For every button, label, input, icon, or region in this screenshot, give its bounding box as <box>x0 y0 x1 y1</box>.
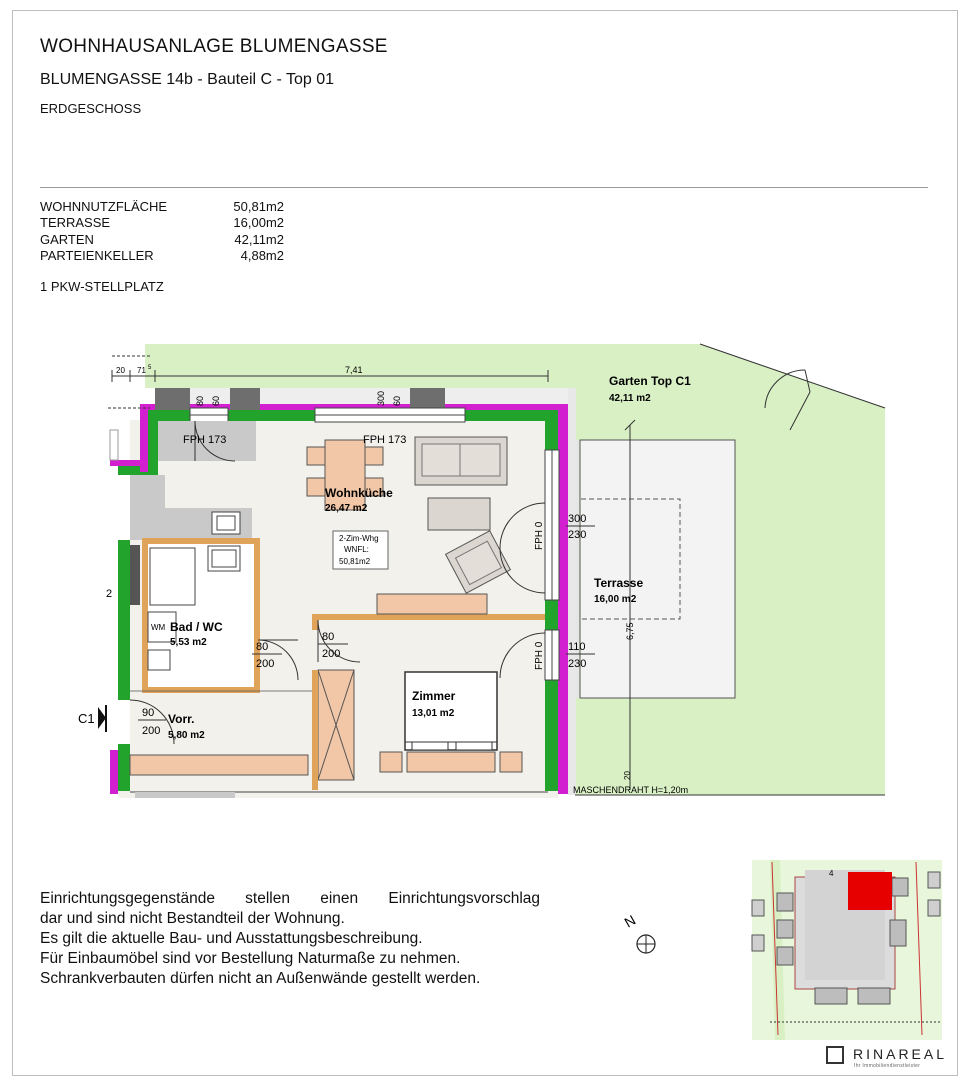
bath-area: 5,53 m2 <box>170 637 207 648</box>
apt-type: 2-Zim-Whg <box>339 534 379 543</box>
window-right-sill: 60 <box>392 395 402 406</box>
room-door-width: 110 <box>568 641 586 653</box>
pillow <box>412 742 448 750</box>
wm-label: WM <box>151 623 166 632</box>
shaft <box>130 545 140 605</box>
entrance-arrow-icon <box>98 707 106 729</box>
area-value: 42,11m2 <box>234 231 284 247</box>
entry-door-width: 90 <box>142 707 155 719</box>
wardrobe-wall <box>312 670 318 790</box>
nightstand <box>500 752 522 772</box>
partition-wall-vertical <box>312 614 318 630</box>
terrace-door-width: 300 <box>568 513 587 525</box>
pillow <box>456 742 492 750</box>
left-mark: 2 <box>106 588 113 600</box>
logo-mark-icon <box>826 1046 844 1064</box>
light-well-1 <box>155 388 190 410</box>
bath-wall-top <box>142 538 260 544</box>
chair <box>307 447 325 465</box>
bath-door-height: 200 <box>256 658 275 670</box>
apt-wnfl: WNFL: <box>344 545 369 554</box>
insulation-notch <box>110 460 148 466</box>
left-wall-segment <box>110 430 118 460</box>
dimension-small-b: 71 <box>137 366 146 375</box>
chair <box>307 478 325 496</box>
light-well-3 <box>410 388 445 410</box>
adjacent-element <box>135 792 235 798</box>
project-title: WOHNHAUSANLAGE BLUMENGASSE <box>40 36 388 57</box>
kitchen-sink-basin <box>217 516 235 530</box>
chair <box>365 447 383 465</box>
room-area: 13,01 m2 <box>412 708 455 719</box>
insulation-left <box>110 750 118 794</box>
terrace-area: 16,00 m2 <box>594 594 637 605</box>
note-line: Schrankverbauten dürfen nicht an Außenwände gestellt werden. <box>40 970 481 987</box>
area-value: 50,81m2 <box>233 199 284 214</box>
area-label: PARTEIENKELLER <box>40 247 154 263</box>
entry-door-height: 200 <box>142 725 161 737</box>
garden-label: Garten Top C1 <box>609 374 691 388</box>
window-right-width: 300 <box>376 390 386 406</box>
entrance-opening <box>110 700 130 744</box>
bathtub <box>150 548 195 605</box>
room-int-door-height: 200 <box>322 648 341 660</box>
apt-area: 50,81m2 <box>339 557 371 566</box>
wall-left-green <box>118 540 130 791</box>
area-label: WOHNNUTZFLÄCHE <box>40 199 168 214</box>
fph-left: FPH 173 <box>183 434 227 446</box>
room-int-door-width: 80 <box>322 631 335 643</box>
area-value: 4,88m2 <box>240 247 284 263</box>
terrace-door-height: 230 <box>568 529 587 541</box>
bath-sink-basin <box>212 550 236 567</box>
entrance-label: C1 <box>78 711 95 726</box>
logo-tagline: Ihr Immobiliendienstleister <box>854 1063 921 1069</box>
sofa-seat <box>422 444 500 476</box>
bath-wall-bottom <box>142 687 260 693</box>
room-door-height: 230 <box>568 658 587 670</box>
bath-door-width: 80 <box>256 641 269 653</box>
fph-side-2: FPH 0 <box>534 641 545 670</box>
fph-right: FPH 173 <box>363 434 407 446</box>
unit-highlight <box>848 872 892 910</box>
logo-name: RINAREAL <box>853 1046 948 1062</box>
gravel-strip-right <box>568 388 576 795</box>
terrace-slab <box>580 440 735 698</box>
dimension-side: 6,75 <box>625 622 635 640</box>
hall-shelf <box>130 755 308 775</box>
bed-footboard <box>407 752 495 772</box>
living-area: 26,47 m2 <box>325 503 368 514</box>
terrace-label: Terrasse <box>594 576 644 590</box>
company-logo <box>826 1046 956 1072</box>
light-well-2 <box>230 388 260 410</box>
fph-side-1: FPH 0 <box>534 521 545 550</box>
coffee-table <box>428 498 490 530</box>
toilet <box>148 650 170 670</box>
sideboard <box>377 594 487 614</box>
dimension-small-b-sup: 5 <box>148 365 152 371</box>
site-mark-label: 4 <box>829 869 834 878</box>
living-label: Wohnküche <box>325 486 393 500</box>
notes-block <box>40 889 540 989</box>
fence-dimension: 20 <box>623 771 632 780</box>
hall-label: Vorr. <box>168 712 195 726</box>
note-line: Einrichtungsgegenstände stellen einen Einrichtungsvorschlag <box>40 890 540 907</box>
north-label: N <box>621 911 639 931</box>
wall-notch-green <box>118 465 158 475</box>
note-line: dar und sind nicht Bestandteil der Wohnung. <box>40 910 345 927</box>
dimension-small-a: 20 <box>116 366 125 375</box>
partition-wall <box>318 614 545 620</box>
site-plan-thumbnail <box>752 860 942 1040</box>
note-line: Es gilt die aktuelle Bau- und Ausstattungsbeschreibung. <box>40 930 423 947</box>
area-value: 16,00m2 <box>233 215 284 231</box>
room-label: Zimmer <box>412 689 456 703</box>
area-label: GARTEN <box>40 231 94 247</box>
note-line: Für Einbaumöbel sind vor Bestellung Naturmaße zu nehmen. <box>40 950 461 967</box>
garden-area: 42,11 m2 <box>609 393 651 404</box>
parking-label: 1 PKW-STELLPLATZ <box>40 279 164 294</box>
dimension-top: 7,41 <box>345 365 363 375</box>
window-left-width: 80 <box>195 395 205 406</box>
window-left-sill: 60 <box>211 395 221 406</box>
floor-label: ERDGESCHOSS <box>40 101 142 116</box>
area-label: TERRASSE <box>40 215 111 231</box>
bath-wall-left <box>142 538 148 693</box>
hall-area: 5,80 m2 <box>168 730 205 741</box>
fence-label: MASCHENDRAHT H=1,20m <box>573 785 689 795</box>
wall-left-top-green <box>148 421 158 471</box>
unit-subtitle: BLUMENGASSE 14b - Bauteil C - Top 01 <box>40 71 335 88</box>
nightstand <box>380 752 402 772</box>
bath-label: Bad / WC <box>170 620 223 634</box>
